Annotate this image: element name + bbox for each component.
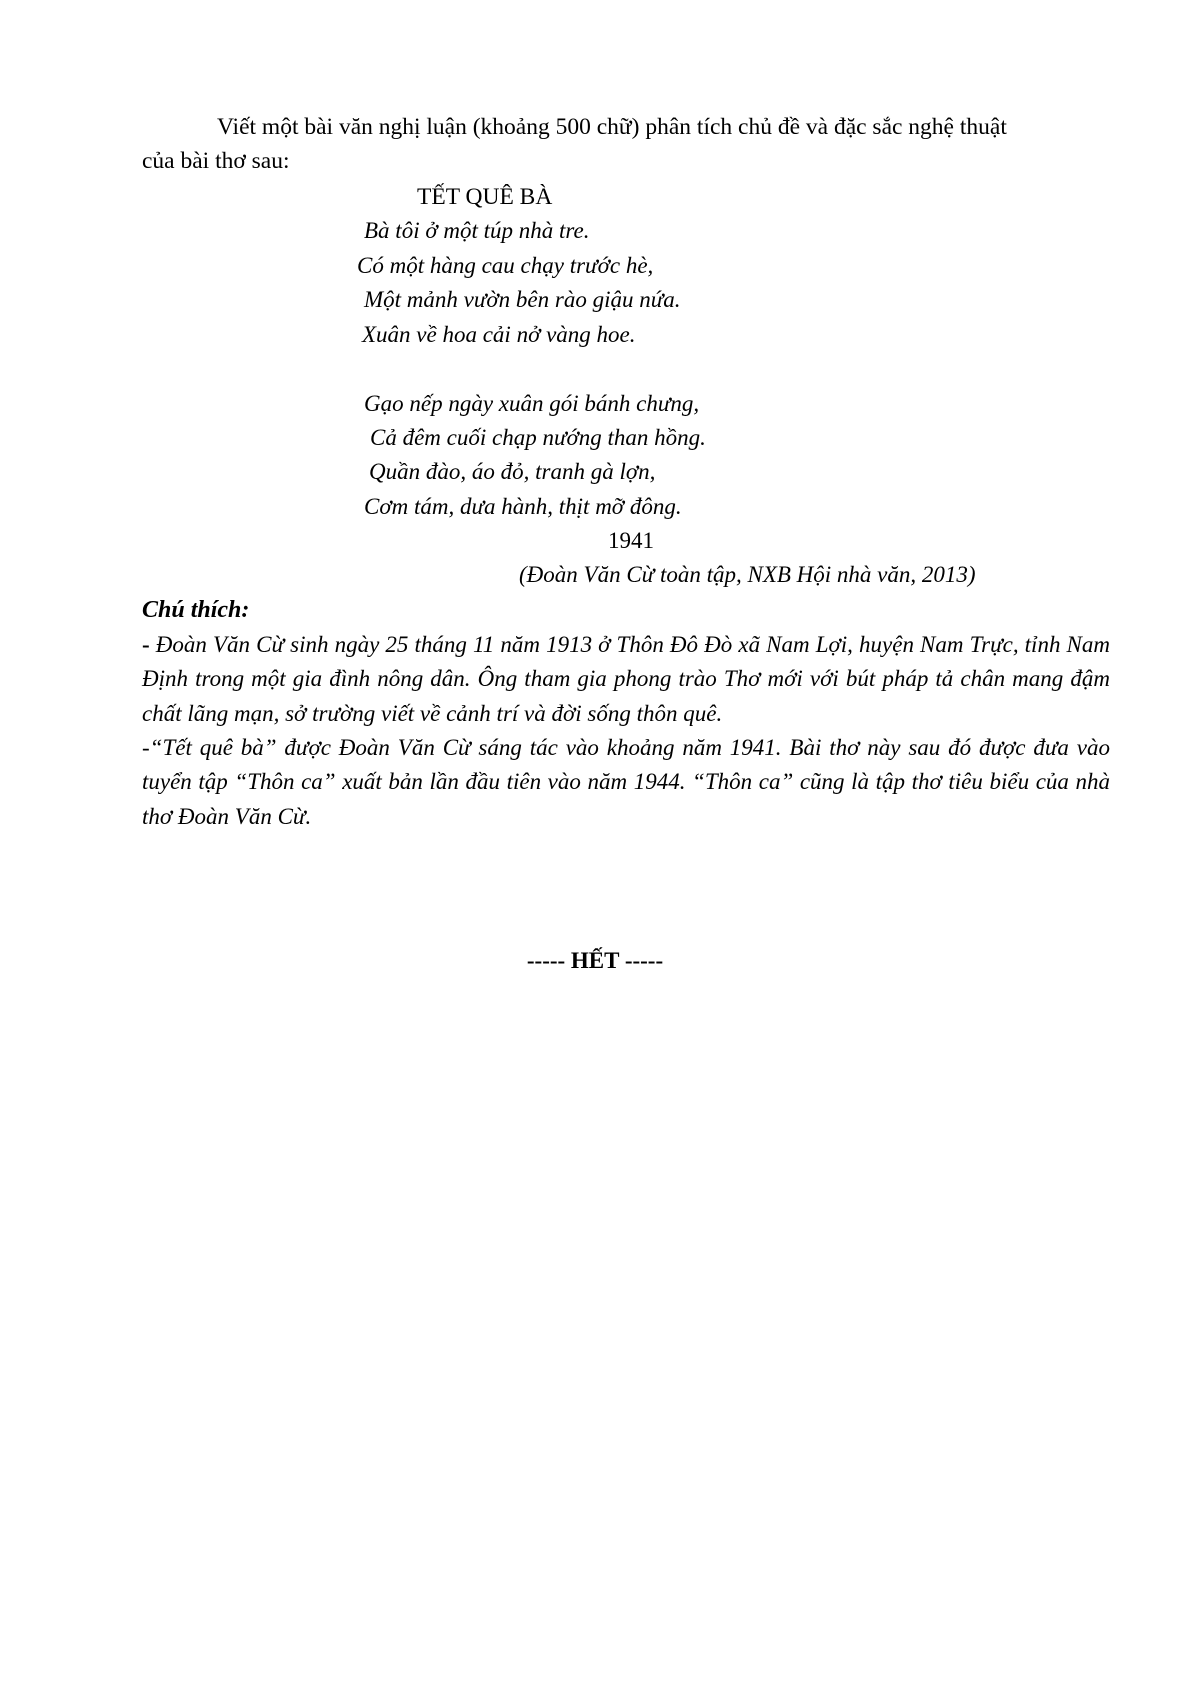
poem-line: Cơm tám, dưa hành, thịt mỡ đông. — [364, 494, 682, 519]
poem-year: 1941 — [608, 528, 654, 553]
prompt-line-1: Viết một bài văn nghị luận (khoảng 500 chữ) phân tích chủ đề và đặc sắc nghệ thuật — [217, 114, 1007, 140]
poem-line: Có một hàng cau chạy trước hè, — [357, 253, 654, 278]
poem-line: Xuân về hoa cải nở vàng hoe. — [362, 322, 636, 347]
note-paragraph-2: -“Tết quê bà” được Đoàn Văn Cừ sáng tác vào khoảng năm 1941. Bài thơ này sau đó được đưa vào tuyển tập “Thôn ca” xuất bản lần đầu tiên vào năm 1944. “Thôn ca” cũng là tập thơ tiêu biểu của nhà thơ Đoàn Văn Cừ. — [142, 735, 1110, 829]
end-mark: ----- HẾT ----- — [526, 948, 664, 973]
note-dash: - — [142, 632, 150, 657]
poem-source: (Đoàn Văn Cừ toàn tập, NXB Hội nhà văn, 2013) — [519, 562, 976, 587]
poem-line: Cả đêm cuối chạp nướng than hồng. — [370, 425, 706, 450]
note-paragraph-1 — [142, 628, 1110, 731]
note-text-1: Đoàn Văn Cừ sinh ngày 25 tháng 11 năm 1913 ở Thôn Đô Đò xã Nam Lợi, huyện Nam Trực, tỉnh Nam Định trong một gia đình nông dân. Ông tham gia phong trào Thơ mới với bút pháp tả chân mang đậm chất lãng mạn, sở trường viết về cảnh trí và đời sống thôn quê. — [142, 632, 1110, 726]
poem-line: Gạo nếp ngày xuân gói bánh chưng, — [364, 391, 700, 416]
prompt-line-2: của bài thơ sau: — [142, 148, 290, 174]
poem-line: Một mảnh vườn bên rào giậu nứa. — [364, 287, 681, 312]
notes-heading: Chú thích: — [142, 597, 250, 623]
poem-line: Bà tôi ở một túp nhà tre. — [364, 218, 590, 243]
poem-line: Quần đào, áo đỏ, tranh gà lợn, — [369, 459, 656, 484]
poem-title: TẾT QUÊ BÀ — [417, 184, 553, 210]
